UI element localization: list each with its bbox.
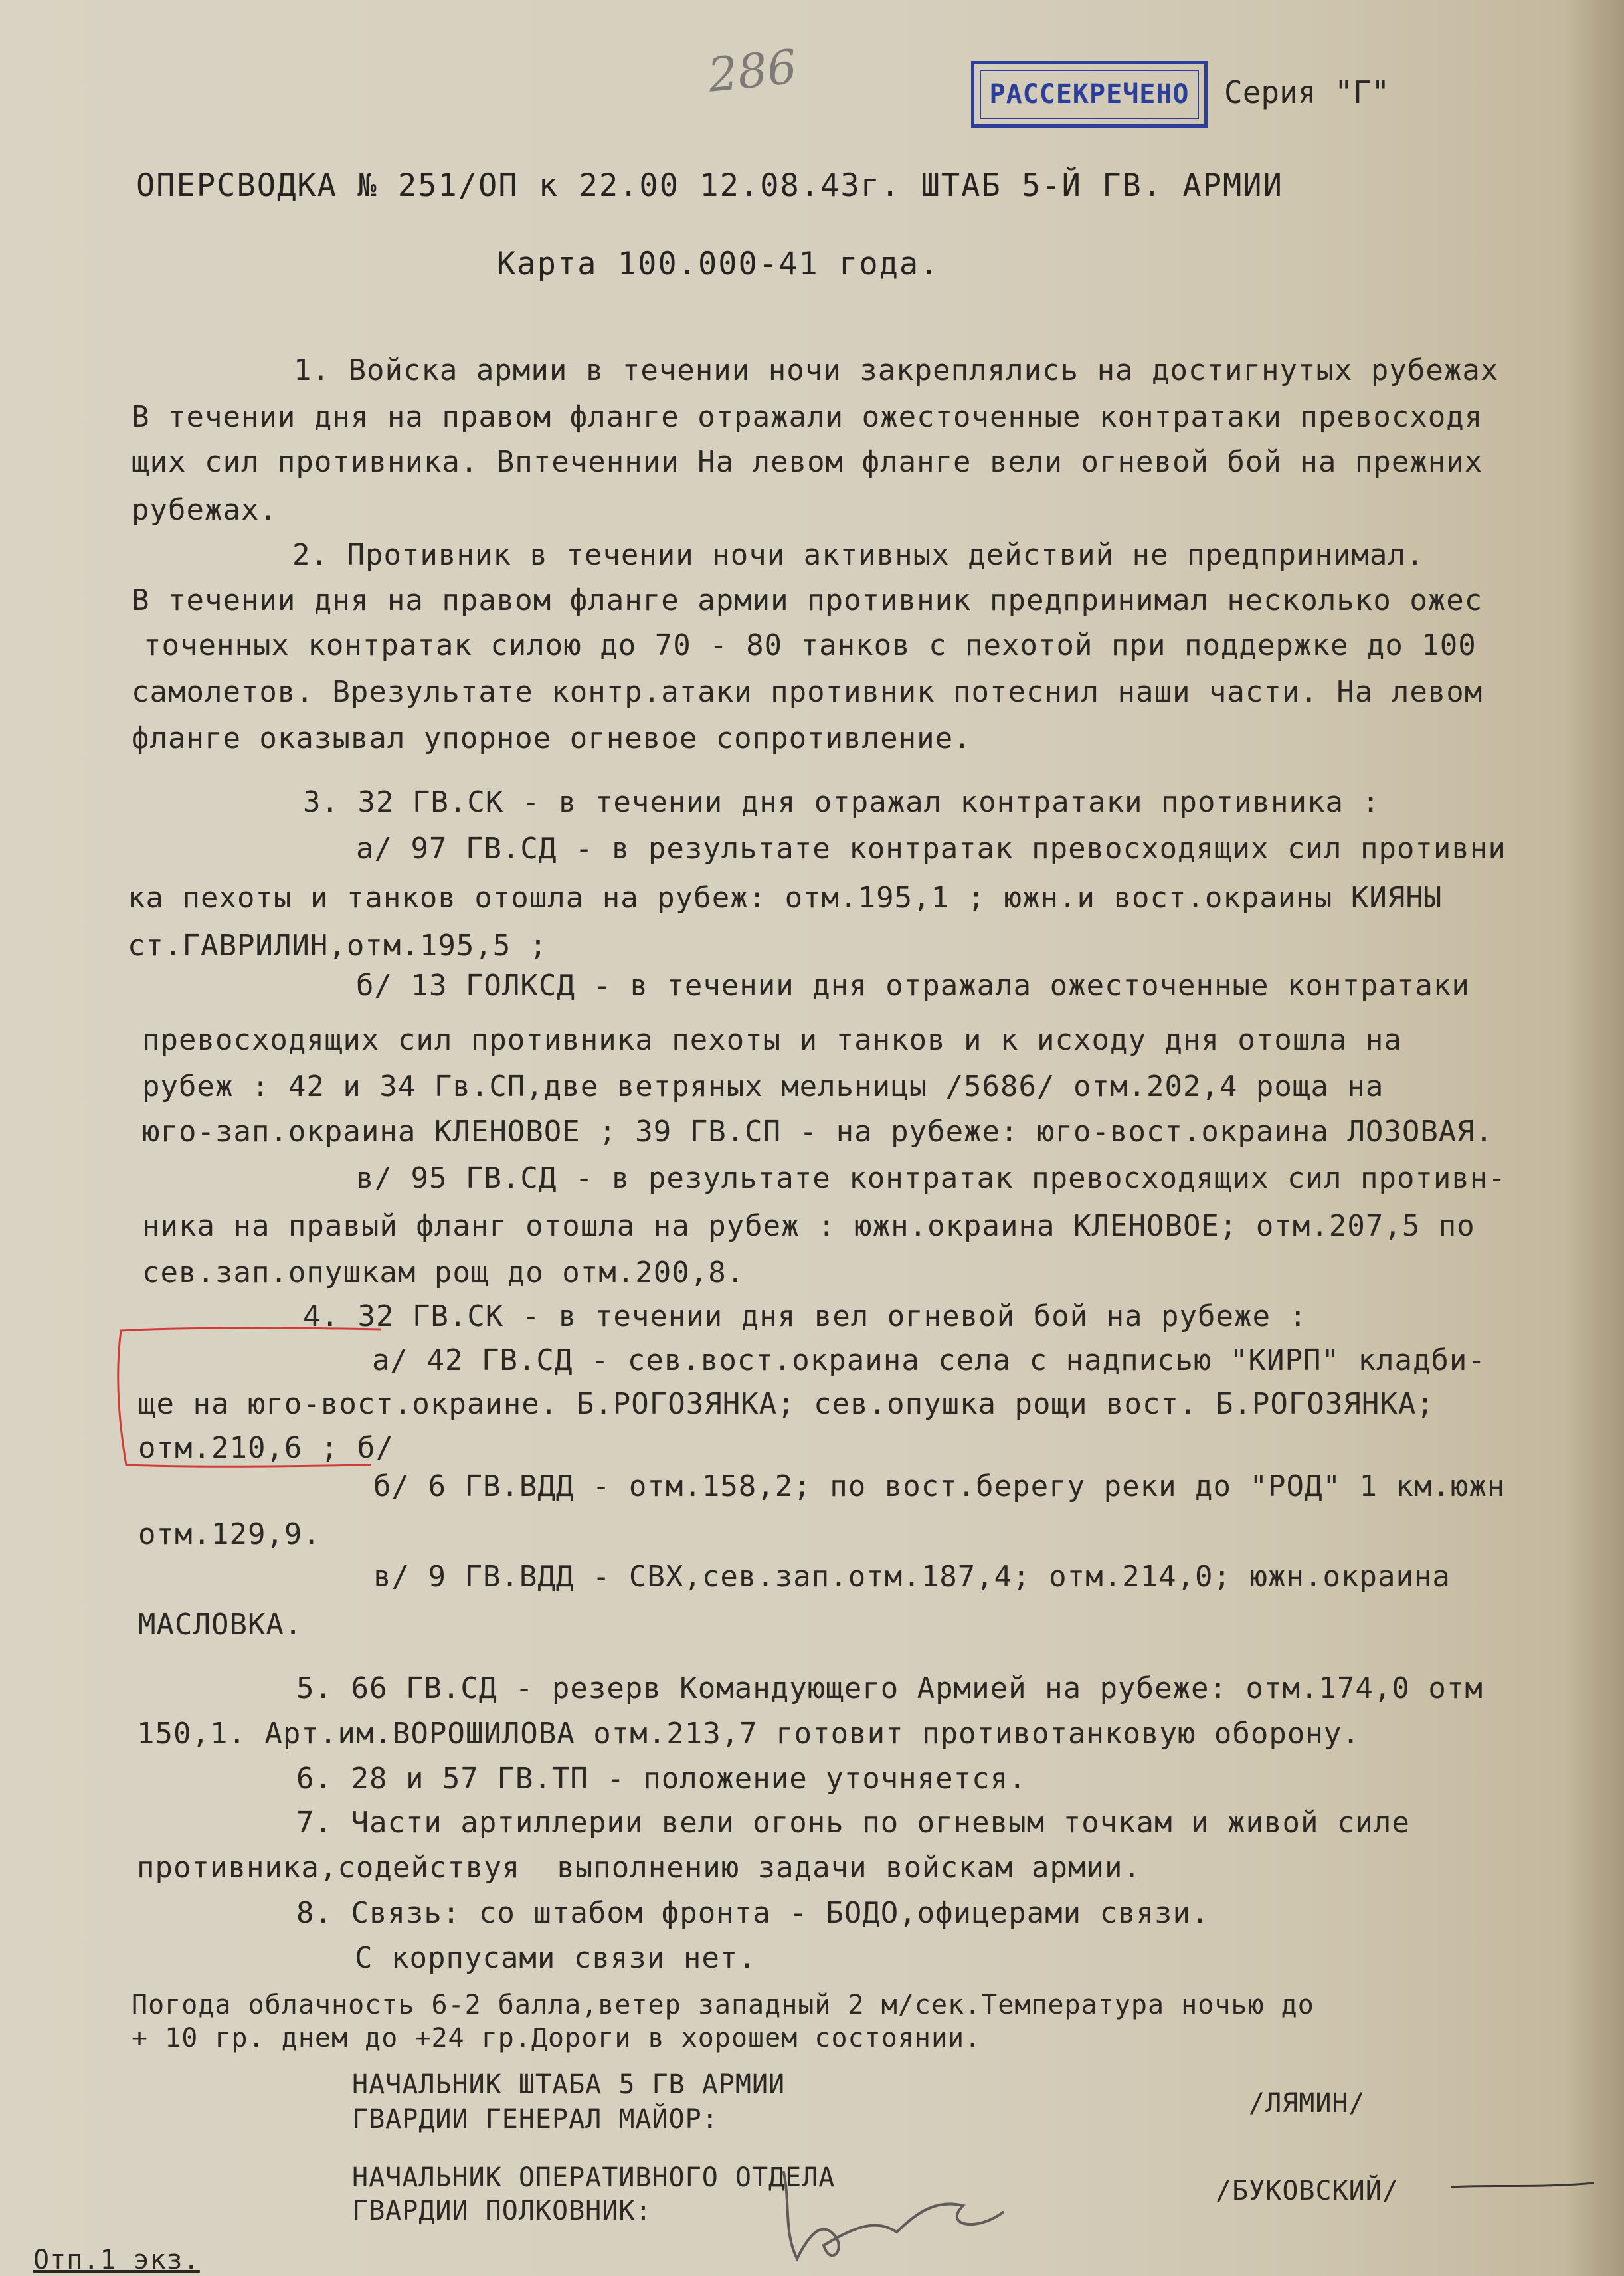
text-line: отм.210,6 ; б/ [138, 1431, 394, 1465]
text-line: 150,1. Арт.им.ВОРОШИЛОВА отм.213,7 готовит противотанковую оборону. [137, 1717, 1360, 1751]
text-line: б/ 6 ГВ.ВДД - отм.158,2; по вост.берегу реки до "РОД" 1 км.южн [373, 1470, 1506, 1503]
signature-title: ГВАРДИИ ГЕНЕРАЛ МАЙОР: [352, 2104, 719, 2134]
text-line: С корпусами связи нет. [355, 1941, 757, 1975]
signature-name: /БУКОВСКИЙ/ [1216, 2176, 1399, 2206]
text-line: ст.ГАВРИЛИН,отм.195,5 ; [128, 929, 548, 963]
text-line: 2. Противник в течении ночи активных действий не предпринимал. [292, 538, 1425, 572]
weather-line: + 10 гр. днем до +24 гр.Дороги в хорошем состоянии. [132, 2023, 982, 2053]
text-line: МАСЛОВКА. [138, 1608, 303, 1642]
text-line: сев.зап.опушкам рощ до отм.200,8. [142, 1256, 745, 1289]
text-line: 8. Связь: со штабом фронта - БОДО,офицерами связи. [296, 1896, 1210, 1930]
signature-title: НАЧАЛЬНИК ШТАБА 5 ГВ АРМИИ [352, 2069, 786, 2100]
text-line: а/ 42 ГВ.СД - сев.вост.окраина села с надписью "КИРП" кладби- [372, 1343, 1486, 1377]
text-line: 6. 28 и 57 ГВ.ТП - положение уточняется. [296, 1762, 1027, 1796]
text-line: точенных контратак силою до 70 - 80 танков с пехотой при поддержке до 100 [143, 628, 1477, 662]
signature-title: НАЧАЛЬНИК ОПЕРАТИВНОГО ОТДЕЛА [352, 2162, 836, 2193]
text-line: 7. Части артиллерии вели огонь по огневым точкам и живой силе [296, 1806, 1410, 1840]
text-line: 1. Войска армии в течении ночи закреплялись на достигнутых рубежах [294, 353, 1499, 387]
stamp-text: РАССЕКРЕЧЕНО [989, 79, 1190, 110]
map-line: Карта 100.000-41 года. [497, 246, 940, 282]
text-line: юго-зап.окраина КЛЕНОВОЕ ; 39 ГВ.СП - на рубеже: юго-вост.окраина ЛОЗОВАЯ. [142, 1115, 1494, 1149]
signature-name: /ЛЯМИН/ [1249, 2088, 1366, 2119]
declassified-stamp [971, 61, 1208, 128]
paper-edge-shadow [1564, 0, 1624, 2276]
text-line: превосходящих сил противника пехоты и танков и к исходу дня отошла на [142, 1023, 1402, 1057]
text-line: В течении дня на правом фланге отражали ожесточенные контратаки превосходя [132, 400, 1483, 434]
red-bracket-mark [112, 1325, 391, 1478]
pen-dash-mark [1448, 2172, 1601, 2199]
text-line: рубеж : 42 и 34 Гв.СП,две ветряных мельницы /5686/ отм.202,4 роща на [142, 1070, 1384, 1103]
text-line: В течении дня на правом фланге армии противник предпринимал несколько ожес [132, 583, 1483, 617]
series-label: Серия "Г" [1224, 74, 1390, 110]
text-line: в/ 9 ГВ.ВДД - СВХ,сев.зап.отм.187,4; отм.214,0; южн.окраина [373, 1560, 1451, 1594]
text-line: 4. 32 ГВ.СК - в течении дня вел огневой бой на рубеже : [303, 1299, 1307, 1333]
weather-line: Погода облачность 6-2 балла,ветер западный 2 м/сек.Температура ночью до [132, 1990, 1314, 2020]
text-line: ка пехоты и танков отошла на рубеж: отм.195,1 ; южн.и вост.окраины КИЯНЫ [128, 881, 1443, 915]
copy-note: Отп.1 экз. [33, 2245, 200, 2275]
text-line: б/ 13 ГОЛКСД - в течении дня отражала ожесточенные контратаки [356, 969, 1470, 1002]
text-line: отм.129,9. [138, 1517, 321, 1551]
text-line: щих сил противника. Вптеченнии На левом фланге вели огневой бой на прежних [132, 445, 1483, 479]
text-line: 3. 32 ГВ.СК - в течении дня отражал контратаки противника : [303, 785, 1380, 819]
archive-number: 286 [705, 39, 800, 103]
text-line: противника,содействуя выполнению задачи войскам армии. [137, 1851, 1141, 1885]
text-line: фланге оказывал упорное огневое сопротивление. [132, 721, 972, 755]
text-line: 5. 66 ГВ.СД - резерв Командующего Армией на рубеже: отм.174,0 отм [296, 1671, 1483, 1705]
signature-title: ГВАРДИИ ПОЛКОВНИК: [352, 2196, 652, 2226]
document-title: ОПЕРСВОДКА № 251/ОП к 22.00 12.08.43г. ШТАБ 5-Й ГВ. АРМИИ [136, 167, 1283, 204]
text-line: ще на юго-вост.окраине. Б.РОГОЗЯНКА; сев.опушка рощи вост. Б.РОГОЗЯНКА; [138, 1387, 1435, 1421]
text-line: в/ 95 ГВ.СД - в результате контратак превосходящих сил противн- [356, 1161, 1506, 1195]
text-line: самолетов. Врезультате контр.атаки противник потеснил наши части. На левом [132, 675, 1483, 709]
text-line: ника на правый фланг отошла на рубеж : южн.окраина КЛЕНОВОЕ; отм.207,5 по [142, 1209, 1475, 1243]
handwritten-signature-icon [764, 2159, 1043, 2272]
text-line: а/ 97 ГВ.СД - в результате контратак превосходящих сил противни [356, 832, 1506, 866]
text-line: рубежах. [132, 493, 278, 527]
